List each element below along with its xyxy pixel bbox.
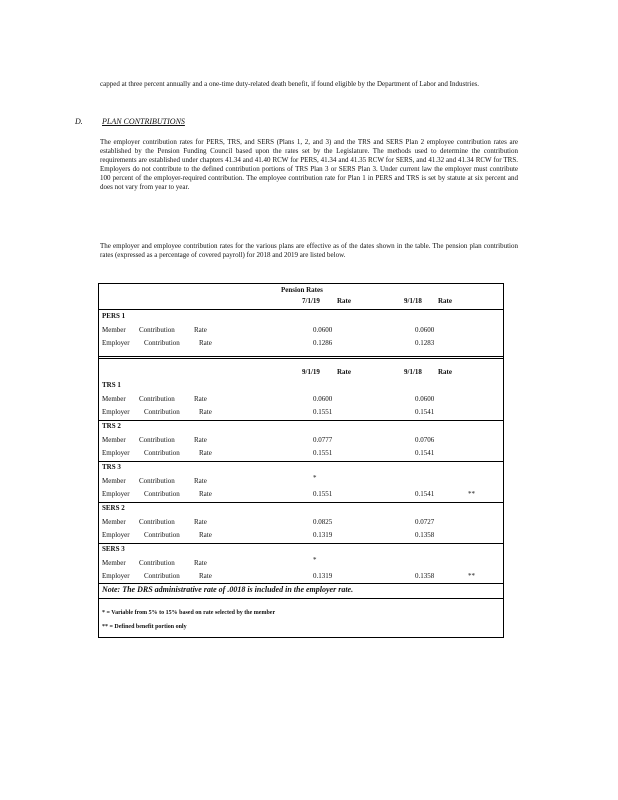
member-label: Member: [102, 518, 126, 526]
contribution-label: Contribution: [144, 339, 180, 347]
member-label: Member: [102, 477, 126, 485]
rate-label: Rate: [194, 395, 207, 403]
member-label: Member: [102, 436, 126, 444]
member-label: Member: [102, 559, 126, 567]
member-rate-prior: 0.0706: [415, 436, 435, 444]
contribution-label: Contribution: [144, 449, 180, 457]
pension-rates-table: [98, 283, 504, 638]
employer-rate-current: 0.1551: [313, 408, 333, 416]
employer-label: Employer: [102, 339, 130, 347]
plan-divider: [99, 543, 503, 544]
col-header-rate-1: Rate: [337, 297, 351, 305]
member-rate-current: 0.0777: [313, 436, 333, 444]
member-rate-current: *: [313, 556, 317, 564]
plan-contributions-paragraph: The employer contribution rates for PERS, TRS, and SERS (Plans 1, 2, and 3) and the TRS and SERS Plan 2 employee contribution rates are established by the Pension Funding Council based upon the rates set by the Legislature. The methods used to determine the contribution requirements are established under chapters 41.34 and 41.40 RCW for PERS, 41.34 and 41.35 RCW for SERS, and 41.32 and 41.34 RCW for TRS. Employers do not contribute to the defined contribution portions of TRS Plan 3 or SERS Plan 3. Under current law the employer must contribute 100 percent of the employer-required contribution. The employee contribution rate for Plan 1 in PERS and TRS is set by statute at six percent and does not vary from year to year.: [100, 138, 518, 191]
member-rate-current: *: [313, 474, 317, 482]
rate-label: Rate: [199, 490, 212, 498]
plan-divider: [99, 502, 503, 503]
plan-name: TRS 1: [102, 381, 121, 389]
contribution-label: Contribution: [139, 395, 175, 403]
section-title: PLAN CONTRIBUTIONS: [102, 117, 185, 126]
member-rate-prior: 0.0727: [415, 518, 435, 526]
plan-name: TRS 2: [102, 422, 121, 430]
rate-label: Rate: [199, 339, 212, 347]
col-header-date-2b: 9/1/18: [404, 368, 422, 376]
employer-rate-prior: 0.1358: [415, 531, 435, 539]
employer-label: Employer: [102, 572, 130, 580]
member-label: Member: [102, 326, 126, 334]
plan-divider: [99, 461, 503, 462]
table-note: Note: The DRS administrative rate of .0018 is included in the employer rate.: [102, 585, 354, 594]
member-label: Member: [102, 395, 126, 403]
col-header-rate-2: Rate: [438, 297, 452, 305]
member-rate-current: 0.0825: [313, 518, 333, 526]
member-rate-current: 0.0600: [313, 326, 333, 334]
contribution-label: Contribution: [139, 477, 175, 485]
intro-paragraph: capped at three percent annually and a one-time duty-related death benefit, if found eligible by the Department of Labor and Industries.: [100, 80, 480, 88]
employer-rate-current: 0.1551: [313, 490, 333, 498]
legend-variable: * = Variable from 5% to 15% based on rate selected by the member: [102, 610, 276, 616]
col-header-date-1: 7/1/19: [302, 297, 320, 305]
contribution-label: Contribution: [144, 531, 180, 539]
col-header-rate-1b: Rate: [337, 368, 351, 376]
rate-label: Rate: [194, 436, 207, 444]
table-title: Pension Rates: [281, 286, 323, 294]
section-heading: [75, 117, 185, 126]
legend-divider: [99, 598, 503, 599]
rate-label: Rate: [194, 477, 207, 485]
employer-rate-prior: 0.1541: [415, 490, 435, 498]
employer-label: Employer: [102, 490, 130, 498]
employer-rate-prior: 0.1541: [415, 449, 435, 457]
employer-label: Employer: [102, 531, 130, 539]
rate-label: Rate: [194, 518, 207, 526]
employer-rate-current: 0.1319: [313, 572, 333, 580]
rate-label: Rate: [199, 449, 212, 457]
section-label: D.: [75, 117, 83, 126]
employer-rate-prior: 0.1541: [415, 408, 435, 416]
header-divider: [99, 309, 503, 310]
contribution-label: Contribution: [144, 490, 180, 498]
member-rate-prior: 0.0600: [415, 395, 435, 403]
member-rate-prior: 0.0600: [415, 326, 435, 334]
contribution-label: Contribution: [144, 408, 180, 416]
legend-defined-benefit: ** = Defined benefit portion only: [102, 624, 187, 630]
employer-label: Employer: [102, 449, 130, 457]
employer-rate-current: 0.1286: [313, 339, 333, 347]
employer-rate-prior: 0.1283: [415, 339, 435, 347]
rate-label: Rate: [194, 559, 207, 567]
plan-name: TRS 3: [102, 463, 121, 471]
rate-label: Rate: [199, 572, 212, 580]
col-header-date-2: 9/1/18: [404, 297, 422, 305]
employer-label: Employer: [102, 408, 130, 416]
member-rate-current: 0.0600: [313, 395, 333, 403]
col-header-date-1b: 9/1/19: [302, 368, 320, 376]
rates-intro-paragraph: The employer and employee contribution rates for the various plans are effective as of the dates shown in the table. The pension plan contribution rates (expressed as a percentage of covered payroll) for 2018 and 2019 are listed below.: [100, 242, 518, 259]
rate-label: Rate: [199, 531, 212, 539]
employer-rate-current: 0.1319: [313, 531, 333, 539]
employer-rate-prior: 0.1358: [415, 572, 435, 580]
plan-name: SERS 2: [102, 504, 125, 512]
section-divider: [99, 356, 503, 359]
rate-label: Rate: [194, 326, 207, 334]
contribution-label: Contribution: [139, 559, 175, 567]
plan-name: SERS 3: [102, 545, 125, 553]
contribution-label: Contribution: [144, 572, 180, 580]
contribution-label: Contribution: [139, 436, 175, 444]
contribution-label: Contribution: [139, 326, 175, 334]
note-divider: [99, 583, 503, 584]
rate-label: Rate: [199, 408, 212, 416]
employer-rate-current: 0.1551: [313, 449, 333, 457]
plan-divider: [99, 420, 503, 421]
footnote-mark: **: [468, 490, 475, 498]
col-header-rate-2b: Rate: [438, 368, 452, 376]
footnote-mark: **: [468, 572, 475, 580]
plan-name: PERS 1: [102, 312, 126, 320]
contribution-label: Contribution: [139, 518, 175, 526]
